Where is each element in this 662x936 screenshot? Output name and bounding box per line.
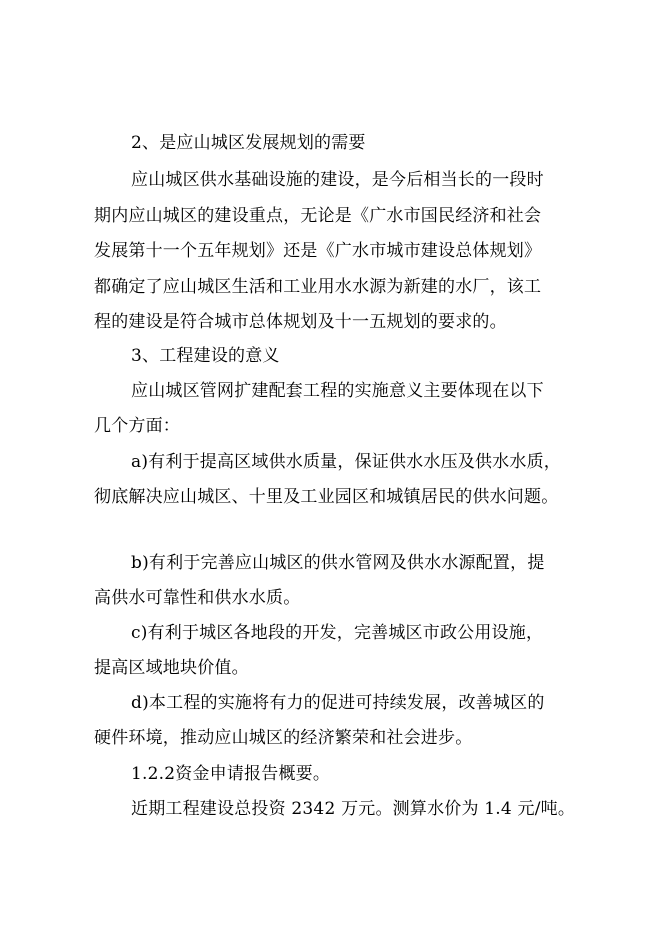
section-heading-122: 1.2.2资金申请报告概要。 — [131, 764, 331, 784]
list-item-c: c)有利于城区各地段的开发，完善城区市政公用设施， — [131, 623, 544, 643]
paragraph-line: 程的建设是符合城市总体规划及十一五规划的要求的。 — [94, 312, 507, 332]
list-item-d-cont: 硬件环境，推动应山城区的经济繁荣和社会进步。 — [94, 728, 473, 748]
list-item-a: a)有利于提高区域供水质量，保证供水水压及供水水质， — [131, 452, 561, 472]
paragraph-line: 发展第十一个五年规划》还是《广水市城市建设总体规划》 — [94, 241, 542, 261]
list-item-a-cont: 彻底解决应山城区、十里及工业园区和城镇居民的供水问题。 — [94, 487, 559, 507]
list-item-b-cont: 高供水可靠性和供水水质。 — [94, 588, 301, 608]
list-item-b: b)有利于完善应山城区的供水管网及供水水源配置，提 — [131, 553, 545, 573]
paragraph-line: 近期工程建设总投资 2342 万元。测算水价为 1.4 元/吨。 — [131, 799, 576, 819]
paragraph-line: 应山城区供水基础设施的建设，是今后相当长的一段时 — [131, 170, 544, 190]
list-item-c-cont: 提高区域地块价值。 — [94, 658, 249, 678]
paragraph-line: 期内应山城区的建设重点，无论是《广水市国民经济和社会 — [94, 206, 542, 226]
section-heading-2: 2、是应山城区发展规划的需要 — [131, 133, 366, 153]
paragraph-line: 应山城区管网扩建配套工程的实施意义主要体现在以下 — [131, 381, 544, 401]
paragraph-line: 都确定了应山城区生活和工业用水水源为新建的水厂，该工 — [94, 277, 542, 297]
section-heading-3: 3、工程建设的意义 — [131, 346, 280, 366]
list-item-d: d)本工程的实施将有力的促进可持续发展，改善城区的 — [131, 693, 545, 713]
paragraph-line: 几个方面： — [94, 416, 180, 436]
